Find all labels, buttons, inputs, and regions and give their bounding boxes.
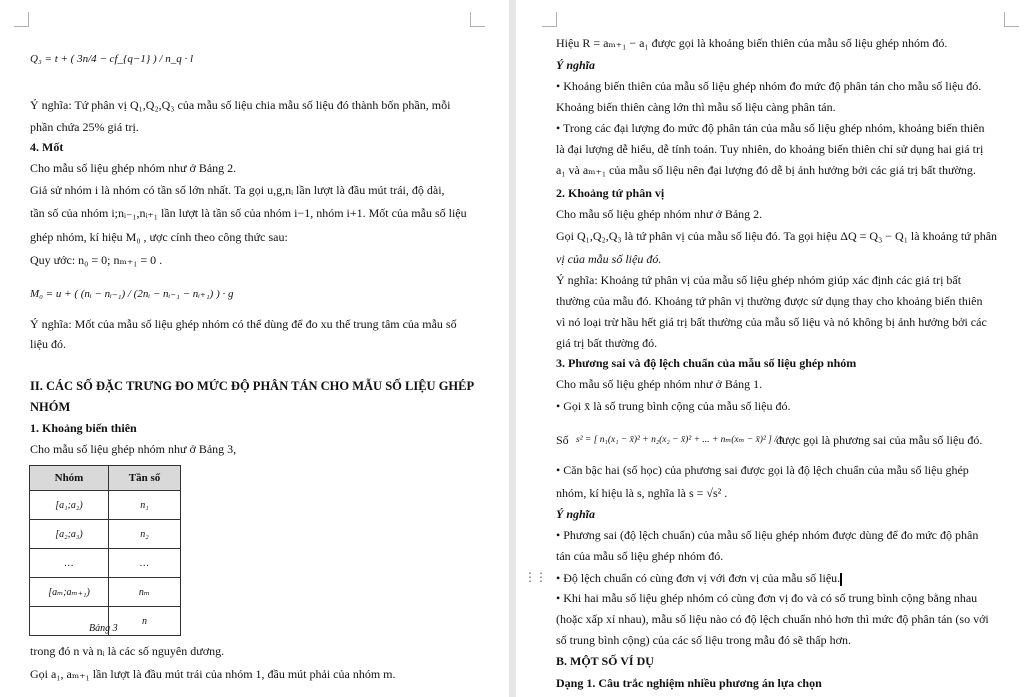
table-row [30,549,181,578]
text-line: • Độ lệch chuẩn có cùng đơn vị với đơn vị của mẫu số liệu. [556,571,841,585]
text-line: Cho mẫu số liệu ghép nhóm như ở Bảng 3, [30,442,237,456]
text-line: ghép nhóm, kí hiệu M₀ , ược cính theo công thức sau: [30,230,288,244]
section-heading-vi-du: B. MỘT SỐ VÍ DỤ [556,654,654,668]
text-line: số trung bình cộng) của các số liệu trong mẫu đó sẽ thấp hơn. [556,633,851,647]
text-line: • Trong các đại lượng đo mức độ phân tán của mẫu số liệu ghép nhóm, khoảng biến thiên [556,121,985,135]
table-cell: [aₘ;aₘ₊₁) [30,578,109,607]
table-header-cell: Nhóm [30,466,109,491]
text-line: Số [556,433,569,447]
section-heading-khoang-tu-phan-vi: 2. Khoảng tứ phân vị [556,186,665,200]
text-line: Quy ước: n₀ = 0; nₘ₊₁ = 0 . [30,253,163,267]
frequency-table [29,465,181,636]
text-line: Ý nghĩa: Tứ phân vị Q₁,Q₂,Q₃ của mẫu số liệu chia mẫu số liệu đó thành bốn phần, mỗi [30,98,451,112]
table-cell: … [109,549,181,578]
table-header-row [30,466,181,491]
section-heading-dang-1: Dạng 1. Câu trắc nghiệm nhiều phương án lựa chọn [556,676,822,690]
drag-handle-icon[interactable]: ⋮⋮ [524,570,546,584]
table-cell: nₘ [109,578,181,607]
text-line: được gọi là phương sai của mẫu số liệu đó. [776,433,983,447]
text-line: • Căn bậc hai (số học) của phương sai được gọi là độ lệch chuẩn của mẫu số liệu ghép [556,463,969,477]
text-line: Khoảng biến thiên càng lớn thì mẫu số liệu càng phân tán. [556,100,836,114]
text-cursor [840,573,842,586]
text-line: • Phương sai (độ lệch chuẩn) của mẫu số liệu ghép nhóm được dùng để đo mức độ phân [556,528,979,542]
section-heading-II: II. CÁC SỐ ĐẶC TRƯNG ĐO MỨC ĐỘ PHÂN TÁN CHO MẪU SỐ LIỆU GHÉP [30,379,475,393]
table-header-cell: Tần số [109,466,181,491]
table-row [30,520,181,549]
document-page-left [0,0,509,697]
text-line: là đại lượng dễ hiểu, dễ tính toán. Tuy nhiên, do khoảng biến thiên chỉ sử dụng hai giá trị [556,142,984,156]
text-line: Gọi a₁, aₘ₊₁ lần lượt là đầu mút trái của nhóm 1, đầu mút phải của nhóm m. [30,667,396,681]
text-line: a₁ và aₘ₊₁ của mẫu số liệu nên đại lượng đó dễ bị ảnh hưởng bởi các giá trị bất thường. [556,163,976,177]
text-line: tần số của nhóm i;nᵢ₋₁,nᵢ₊₁ lần lượt là tần số của nhóm i−1, nhóm i+1. Mốt của mẫu số liệu [30,206,467,220]
section-heading-phuong-sai: 3. Phương sai và độ lệch chuẩn của mẫu số liệu ghép nhóm [556,356,857,370]
text-line: Cho mẫu số liệu ghép nhóm như ở Bảng 2. [556,207,763,221]
table-cell: n₂ [109,520,181,549]
text-line: tán của mẫu số liệu ghép nhóm đó. [556,549,724,563]
text-line: (hoặc xấp xỉ nhau), mẫu số liệu nào có độ lệch chuẩn nhỏ hơn thì mức độ phân tán (so với [556,612,989,626]
table-row [30,491,181,520]
text-line: thường của mẫu đó. Khoảng tứ phân vị thường được sử dụng thay cho khoảng biến thiên [556,294,983,308]
section-heading-II-cont: NHÓM [30,400,71,414]
crop-mark [542,12,557,27]
subheading-y-nghia: Ý nghĩa [556,507,596,521]
crop-mark [1004,12,1019,27]
document-page-right [516,0,1033,697]
text-line: nhóm, kí hiệu là s, nghĩa là s = √s² . [556,486,728,500]
text-line: Cho mẫu số liệu ghép nhóm như ở Bảng 1. [556,377,763,391]
text-line: • Khoảng biến thiên của mẫu số liệu ghép nhóm đo mức độ phân tán cho mẫu số liệu đó. [556,79,982,93]
table-cell: … [30,549,109,578]
table-cell: n [109,607,181,636]
text-line: liệu đó. [30,337,66,351]
text-line: Gọi Q₁,Q₂,Q₃ là tứ phân vị của mẫu số liệu đó. Ta gọi hiệu ΔQ = Q₃ − Q₁ là khoảng tứ phân [556,229,998,243]
text-line: giá trị bất thường đó. [556,336,658,350]
text-line: Giả sử nhóm i là nhóm có tần số lớn nhất. Ta gọi u,g,nᵢ lần lượt là đầu mút trái, độ dài, [30,183,445,197]
text-line: trong đó n và nᵢ là các số nguyên dương. [30,644,225,658]
table-caption: Bảng 3 [89,623,118,634]
section-heading-khoang-bien-thien: 1. Khoảng biến thiên [30,421,137,435]
text-line: phần chứa 25% giá trị. [30,120,139,134]
text-line: • Gọi x̄ là số trung bình cộng của mẫu số liệu đó. [556,399,791,413]
text-line: Ý nghĩa: Mốt của mẫu số liệu ghép nhóm có thể dùng để đo xu thế trung tâm của mẫu số [30,317,457,331]
subheading-y-nghia: Ý nghĩa [556,58,596,72]
formula-variance: s² = [ n₁(x₁ − x̄)² + n₂(x₂ − x̄)² + ... + nₘ(xₘ − x̄)² ] / n [576,435,785,445]
text-line: vị của mẫu số liệu đó. [556,252,662,266]
formula-q3: Q₃ = t + ( 3n/4 − cf_{q−1} ) / n_q · l [30,53,193,65]
text-line-active[interactable] [556,570,842,586]
formula-mode: M₀ = u + ( (nᵢ − nᵢ₋₁) / (2nᵢ − nᵢ₋₁ − nᵢ₊₁) ) · g [30,288,234,300]
crop-mark [470,12,485,27]
text-line: Ý nghĩa: Khoảng tứ phân vị của mẫu số liệu ghép nhóm giúp xác định các giá trị bất [556,273,962,287]
table-row [30,578,181,607]
table-cell: n₁ [109,491,181,520]
section-heading-mot: 4. Mốt [30,140,64,154]
text-line: Hiệu R = aₘ₊₁ − a₁ được gọi là khoảng biến thiên của mẫu số liệu ghép nhóm đó. [556,36,948,50]
table-cell: [a₂;a₃) [30,520,109,549]
table-cell: [a₁;a₂) [30,491,109,520]
text-line: • Khi hai mẫu số liệu ghép nhóm có cùng đơn vị đo và có số trung bình cộng bằng nhau [556,591,978,605]
crop-mark [14,12,29,27]
text-line: Cho mẫu số liệu ghép nhóm như ở Bảng 2. [30,161,237,175]
text-line: vì nó loại trừ hầu hết giá trị bất thường của mẫu số liệu và nó không bị ảnh hưởng bởi các [556,315,987,329]
